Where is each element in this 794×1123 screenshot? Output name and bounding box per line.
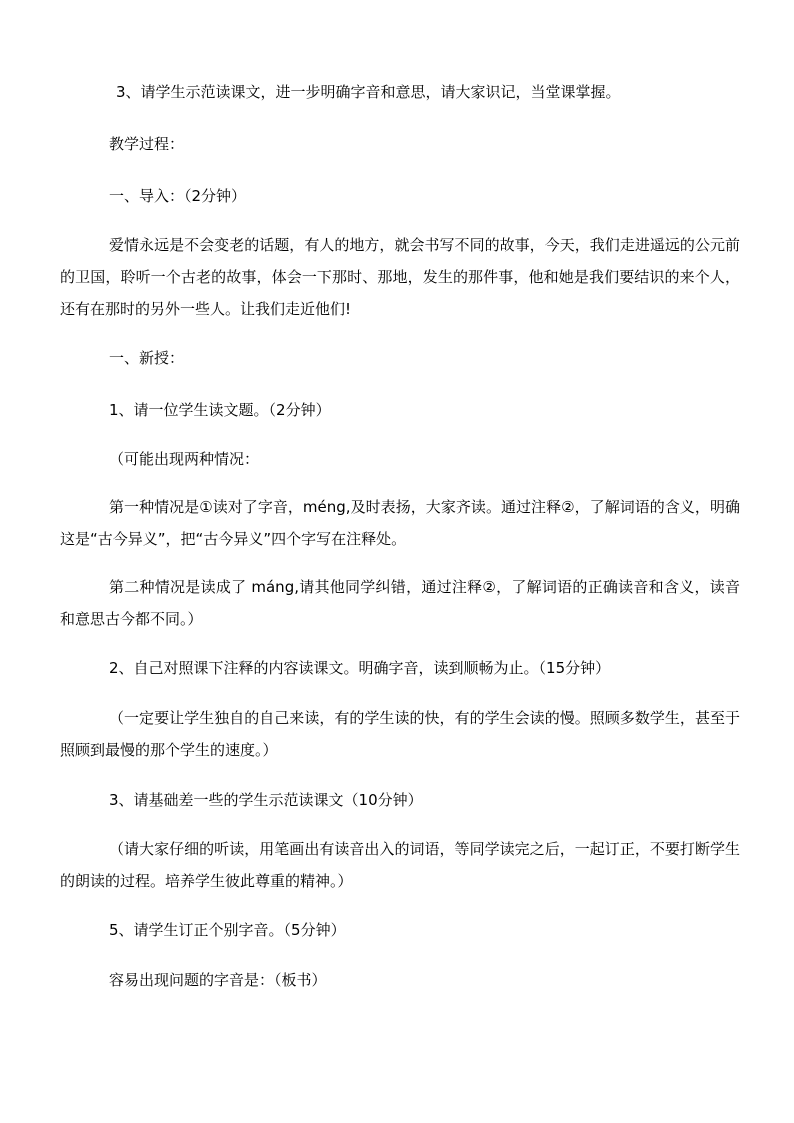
heading-introduction: 一、导入：（2分钟） xyxy=(109,187,247,205)
paragraph-step-5-correction: 5、请学生订正个别字音。（5分钟） xyxy=(109,921,346,939)
heading-new-lesson: 一、新授： xyxy=(109,349,185,367)
paragraph-step-2-self-reading: 2、自己对照课下注释的内容读课文。明确字音，读到顺畅为止。（15分钟） xyxy=(109,659,611,677)
paragraph-first-situation: 第一种情况是①读对了字音，méng,及时表扬，大家齐读。通过注释②，了解词语的含义，明确这是“古今异义”，把“古今异义”四个字写在注释处。 xyxy=(60,498,740,548)
paragraph-introduction-body: 爱情永远是不会变老的话题，有人的地方，就会书写不同的故事，今天，我们走进遥远的公元前的卫国，聆听一个古老的故事，体会一下那时、那地，发生的那件事，他和她是我们要结识的来个人，还有在那时的另外一些人。让我们走近他们! xyxy=(60,236,740,318)
paragraph-two-situations: （可能出现两种情况： xyxy=(109,450,260,468)
heading-teaching-process: 教学过程： xyxy=(109,135,185,153)
paragraph-step-3-demo-reading: 3、请学生示范读课文，进一步明确字音和意思，请大家识记，当堂课掌握。 xyxy=(116,83,621,101)
paragraph-second-situation: 第二种情况是读成了 máng,请其他同学纠错，通过注释②，了解词语的正确读音和含义，读音和意思古今都不同。） xyxy=(60,578,740,628)
paragraph-step-3-note: （请大家仔细的听读，用笔画出有读音出入的词语，等同学读完之后，一起订正，不要打断学生的朗读的过程。培养学生彼此尊重的精神。） xyxy=(60,840,740,890)
paragraph-difficult-pronunciations: 容易出现问题的字音是：（板书） xyxy=(109,971,327,989)
paragraph-step-3-weak-students: 3、请基础差一些的学生示范读课文（10分钟） xyxy=(109,791,423,809)
paragraph-step-2-note: （一定要让学生独自的自己来读，有的学生读的快，有的学生会读的慢。照顾多数学生，甚至于照顾到最慢的那个学生的速度。） xyxy=(60,709,740,759)
paragraph-step-1-title-reading: 1、请一位学生读文题。（2分钟） xyxy=(109,401,331,419)
